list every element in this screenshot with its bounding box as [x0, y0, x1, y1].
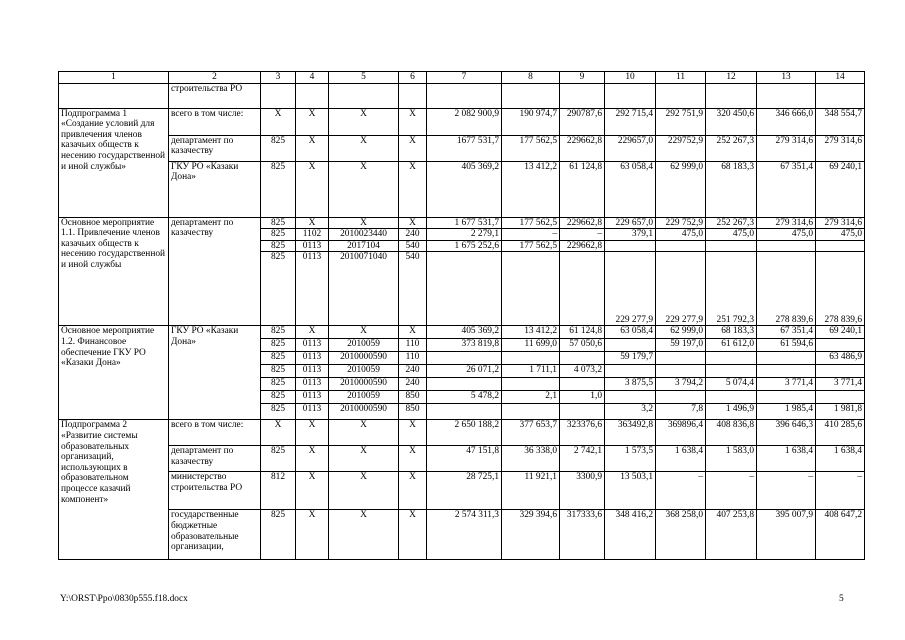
cell-value [605, 391, 656, 404]
cell-value: – [757, 472, 816, 510]
cell-value: 396 646,3 [757, 420, 816, 446]
cell-value: 61 124,8 [560, 161, 605, 217]
cell-value: 410 285,6 [816, 420, 865, 446]
cell-value: 1 985,4 [757, 404, 816, 420]
cell-code: X [399, 446, 427, 472]
cell-code: 110 [399, 352, 427, 365]
cell-value: 1 638,4 [656, 446, 706, 472]
cell-code: X [399, 135, 427, 161]
col-header: 14 [816, 72, 865, 84]
cell-value: 67 351,4 [757, 326, 816, 339]
cell-code: 825 [261, 510, 296, 560]
cell-value: 292 715,4 [605, 108, 656, 135]
cell-value: 252 267,3 [706, 135, 757, 161]
cell-code: X [329, 108, 399, 135]
cell-value: – [502, 229, 560, 241]
col-header: 1 [59, 72, 169, 84]
cell-value [605, 339, 656, 352]
cell-value [560, 252, 605, 326]
cell-value: 47 151,8 [427, 446, 502, 472]
cell-value: 229662,8 [560, 135, 605, 161]
table-row [59, 510, 865, 560]
cell-program-name: Основное мероприятие 1.1. Привлечение членов казачьих обществ к несению государственной и иной службы [59, 217, 169, 326]
cell-code: X [329, 446, 399, 472]
cell-value: 69 240,1 [816, 326, 865, 339]
cell-code: 2017104 [329, 240, 399, 252]
cell-code: 0113 [296, 391, 329, 404]
cell-value: 279 314,6 [757, 135, 816, 161]
cell-code: 240 [399, 229, 427, 241]
cell-code: X [296, 446, 329, 472]
cell-value: 57 050,6 [560, 339, 605, 352]
table-row [59, 326, 865, 339]
cell-value: 63 058,4 [605, 326, 656, 339]
cell-value: 251 792,3 [706, 252, 757, 326]
cell-executor: департамент по казачеству [169, 217, 261, 326]
cell-value: 1 638,4 [757, 446, 816, 472]
cell-executor: всего в том числе: [169, 108, 261, 135]
cell-value [427, 252, 502, 326]
cell-code: 0113 [296, 378, 329, 391]
cell-executor: ГКУ РО «Казаки Дона» [169, 326, 261, 420]
col-header: 13 [757, 72, 816, 84]
cell-value: 1 677 531,7 [427, 217, 502, 229]
cell-value: 13 503,1 [605, 472, 656, 510]
footer-file-path: Y:\ORST\Ppo\0830p555.f18.docx [60, 594, 188, 604]
cell-value: 279 314,6 [757, 217, 816, 229]
cell-value: – [706, 472, 757, 510]
cell-value: 28 725,1 [427, 472, 502, 510]
cell-value [605, 240, 656, 252]
cell-code: 0113 [296, 240, 329, 252]
col-header: 6 [399, 72, 427, 84]
col-header: 4 [296, 72, 329, 84]
cell-value: 3 875,5 [605, 378, 656, 391]
table-row [59, 420, 865, 446]
cell-program-name: Подпрограмма 2 «Развитие системы образовательных организаций, использующих в образовательном процессе казачий компонент» [59, 420, 169, 560]
cell-value: 1677 531,7 [427, 135, 502, 161]
cell-value: 475,0 [656, 229, 706, 241]
cell-value: 3 794,2 [656, 378, 706, 391]
cell-code: 2010059 [329, 339, 399, 352]
cell-value [706, 365, 757, 378]
cell-code: X [296, 472, 329, 510]
cell-code: X [399, 420, 427, 446]
cell-value [656, 352, 706, 365]
cell-code: 825 [261, 326, 296, 339]
cell-value: 1 675 252,6 [427, 240, 502, 252]
table-row [59, 135, 865, 161]
cell-value: 59 197,0 [656, 339, 706, 352]
table-row [59, 83, 865, 108]
cell-value: 3 771,4 [757, 378, 816, 391]
cell-code: 2010023440 [329, 229, 399, 241]
cell-value: 229662,8 [560, 240, 605, 252]
footer-page-number: 5 [839, 594, 844, 604]
cell-value: 62 999,0 [656, 161, 706, 217]
cell-code: X [296, 217, 329, 229]
cell-value [757, 365, 816, 378]
col-header: 5 [329, 72, 399, 84]
cell-value: 408 647,2 [816, 510, 865, 560]
cell-value [560, 404, 605, 420]
cell-code: X [296, 510, 329, 560]
cell-value: 1 711,1 [502, 365, 560, 378]
cell-value: 229 752,9 [656, 217, 706, 229]
cell-value: 229662,8 [560, 217, 605, 229]
cell-value: – [560, 229, 605, 241]
cell-code: X [399, 472, 427, 510]
cell-value: 405 369,2 [427, 326, 502, 339]
cell-code: 825 [261, 339, 296, 352]
cell-value: 61 612,0 [706, 339, 757, 352]
cell-value: 395 007,9 [757, 510, 816, 560]
cell-value: 279 314,6 [816, 217, 865, 229]
cell-executor: департамент по казачеству [169, 446, 261, 472]
cell-value: 5 478,2 [427, 391, 502, 404]
cell-value: 475,0 [706, 229, 757, 241]
cell-value [757, 391, 816, 404]
cell-code: X [296, 420, 329, 446]
cell-code: X [399, 510, 427, 560]
col-header: 11 [656, 72, 706, 84]
cell-value: 1 638,4 [816, 446, 865, 472]
cell-value: 329 394,6 [502, 510, 560, 560]
cell-value: 252 267,3 [706, 217, 757, 229]
cell-code: 0113 [296, 365, 329, 378]
cell-value: 13 412,2 [502, 161, 560, 217]
cell-executor: строительства РО [169, 83, 261, 108]
cell-value: 369896,4 [656, 420, 706, 446]
cell-value: 3300,9 [560, 472, 605, 510]
cell-value: 348 416,2 [605, 510, 656, 560]
cell-value: 363492,8 [605, 420, 656, 446]
cell-value [816, 339, 865, 352]
cell-value [706, 352, 757, 365]
col-header: 8 [502, 72, 560, 84]
cell-value: 290787,6 [560, 108, 605, 135]
cell-program-name: Подпрограмма 1 «Создание условий для привлечения членов казачьих обществ к несению государственной и иной службы» [59, 108, 169, 217]
cell-value: 68 183,3 [706, 326, 757, 339]
cell-value: 3,2 [605, 404, 656, 420]
table-row [59, 108, 865, 135]
cell-value [502, 252, 560, 326]
budget-table-sheet [58, 71, 865, 560]
cell-code: X [329, 472, 399, 510]
cell-code: X [399, 326, 427, 339]
cell-code: X [296, 161, 329, 217]
col-header: 10 [605, 72, 656, 84]
col-header: 2 [169, 72, 261, 84]
cell-value: 3 771,4 [816, 378, 865, 391]
cell-code: 825 [261, 161, 296, 217]
cell-code: 0113 [296, 404, 329, 420]
cell-value: 2 650 188,2 [427, 420, 502, 446]
cell-code: 825 [261, 378, 296, 391]
cell-value: 1,0 [560, 391, 605, 404]
cell-value: 26 071,2 [427, 365, 502, 378]
cell-value [816, 240, 865, 252]
table-row [59, 446, 865, 472]
cell-code: X [261, 108, 296, 135]
cell-value: 278 839,6 [816, 252, 865, 326]
cell-value: 279 314,6 [816, 135, 865, 161]
cell-value: 405 369,2 [427, 161, 502, 217]
cell-code: 2010000590 [329, 404, 399, 420]
cell-value: 377 653,7 [502, 420, 560, 446]
cell-value: 67 351,4 [757, 161, 816, 217]
col-header: 9 [560, 72, 605, 84]
cell-code: 825 [261, 404, 296, 420]
cell-code: 0113 [296, 339, 329, 352]
cell-value: 379,1 [605, 229, 656, 241]
cell-value: 278 839,6 [757, 252, 816, 326]
cell-code: X [329, 420, 399, 446]
cell-code: X [399, 161, 427, 217]
cell-code: 812 [261, 472, 296, 510]
cell-value [502, 352, 560, 365]
cell-value: 1 496,9 [706, 404, 757, 420]
header-row [59, 72, 865, 84]
cell-value: 408 836,8 [706, 420, 757, 446]
cell-value [560, 352, 605, 365]
cell-code: 540 [399, 252, 427, 326]
table-row [59, 217, 865, 229]
cell-code: X [329, 161, 399, 217]
cell-value [656, 240, 706, 252]
cell-program-name: Основное мероприятие 1.2. Финансовое обеспечение ГКУ РО «Казаки Дона» [59, 326, 169, 420]
cell-value: 63 058,4 [605, 161, 656, 217]
cell-value [816, 391, 865, 404]
cell-value: 36 338,0 [502, 446, 560, 472]
cell-code: 110 [399, 339, 427, 352]
cell-value [706, 240, 757, 252]
cell-code: 1102 [296, 229, 329, 241]
cell-value: 11 699,0 [502, 339, 560, 352]
cell-executor: государственные бюджетные образовательные организации, [169, 510, 261, 560]
cell-value: 368 258,0 [656, 510, 706, 560]
cell-value: 475,0 [816, 229, 865, 241]
cell-value: 1 573,5 [605, 446, 656, 472]
cell-code: 850 [399, 391, 427, 404]
cell-value: 373 819,8 [427, 339, 502, 352]
cell-value: 177 562,5 [502, 240, 560, 252]
cell-value: 229752,9 [656, 135, 706, 161]
cell-value: 323376,6 [560, 420, 605, 446]
col-header: 3 [261, 72, 296, 84]
cell-code: 825 [261, 229, 296, 241]
cell-value [605, 365, 656, 378]
cell-code: 825 [261, 391, 296, 404]
cell-value: 346 666,0 [757, 108, 816, 135]
cell-value: 1 583,0 [706, 446, 757, 472]
cell-value: 61 594,6 [757, 339, 816, 352]
table-row [59, 161, 865, 217]
cell-value: 2 574 311,3 [427, 510, 502, 560]
cell-code: X [329, 326, 399, 339]
cell-value: 63 486,9 [816, 352, 865, 365]
cell-code: 825 [261, 352, 296, 365]
cell-value: 2 742,1 [560, 446, 605, 472]
cell-value: 317333,6 [560, 510, 605, 560]
col-header: 12 [706, 72, 757, 84]
cell-value: 4 073,2 [560, 365, 605, 378]
cell-code: 2010059 [329, 365, 399, 378]
cell-value [560, 378, 605, 391]
cell-value: 2 279,1 [427, 229, 502, 241]
cell-value: 407 253,8 [706, 510, 757, 560]
cell-value: 475,0 [757, 229, 816, 241]
cell-code: X [329, 510, 399, 560]
cell-code: X [329, 217, 399, 229]
cell-value: 229 657,0 [605, 217, 656, 229]
cell-value [656, 365, 706, 378]
cell-value: – [656, 472, 706, 510]
cell-value: 229657,0 [605, 135, 656, 161]
cell-value [656, 391, 706, 404]
cell-value [502, 378, 560, 391]
cell-value: 61 124,8 [560, 326, 605, 339]
cell-value: 190 974,7 [502, 108, 560, 135]
cell-value: 177 562,5 [502, 135, 560, 161]
cell-executor: министерство строительства РО [169, 472, 261, 510]
cell-code: 2010059 [329, 391, 399, 404]
cell-value: 11 921,1 [502, 472, 560, 510]
cell-code: 240 [399, 365, 427, 378]
cell-code: 825 [261, 446, 296, 472]
cell-value: 2 082 900,9 [427, 108, 502, 135]
cell-value [427, 404, 502, 420]
cell-code: 0113 [296, 252, 329, 326]
cell-code: 2010000590 [329, 378, 399, 391]
cell-value: 229 277,9 [605, 252, 656, 326]
cell-code: X [296, 135, 329, 161]
cell-value: 13 412,2 [502, 326, 560, 339]
cell-value: 68 183,3 [706, 161, 757, 217]
cell-executor: всего в том числе: [169, 420, 261, 446]
cell-code: 540 [399, 240, 427, 252]
cell-value: – [816, 472, 865, 510]
cell-value: 229 277,9 [656, 252, 706, 326]
table-row [59, 472, 865, 510]
cell-code: 825 [261, 135, 296, 161]
cell-value [427, 352, 502, 365]
cell-executor: ГКУ РО «Казаки Дона» [169, 161, 261, 217]
cell-code: 2010000590 [329, 352, 399, 365]
cell-value [427, 378, 502, 391]
cell-code: X [399, 217, 427, 229]
cell-value: 7,8 [656, 404, 706, 420]
cell-value: 348 554,7 [816, 108, 865, 135]
cell-code: 0113 [296, 352, 329, 365]
cell-code: 2010071040 [329, 252, 399, 326]
cell-code: 825 [261, 217, 296, 229]
cell-value [816, 365, 865, 378]
cell-value: 1 981,8 [816, 404, 865, 420]
cell-value: 177 562,5 [502, 217, 560, 229]
cell-value [757, 240, 816, 252]
cell-value: 5 074,4 [706, 378, 757, 391]
cell-code: X [261, 420, 296, 446]
cell-value: 320 450,6 [706, 108, 757, 135]
cell-executor: департамент по казачеству [169, 135, 261, 161]
cell-value [757, 352, 816, 365]
cell-code: X [399, 108, 427, 135]
cell-code: 825 [261, 252, 296, 326]
cell-value: 2,1 [502, 391, 560, 404]
cell-code: X [296, 108, 329, 135]
cell-code: 825 [261, 240, 296, 252]
cell-value: 62 999,0 [656, 326, 706, 339]
cell-value: 292 751,9 [656, 108, 706, 135]
cell-value [502, 404, 560, 420]
cell-code: X [329, 135, 399, 161]
budget-table [58, 71, 865, 560]
cell-code: X [296, 326, 329, 339]
cell-code: 240 [399, 378, 427, 391]
cell-value: 69 240,1 [816, 161, 865, 217]
cell-value [706, 391, 757, 404]
col-header: 7 [427, 72, 502, 84]
cell-code: 850 [399, 404, 427, 420]
cell-code: 825 [261, 365, 296, 378]
cell-value: 59 179,7 [605, 352, 656, 365]
